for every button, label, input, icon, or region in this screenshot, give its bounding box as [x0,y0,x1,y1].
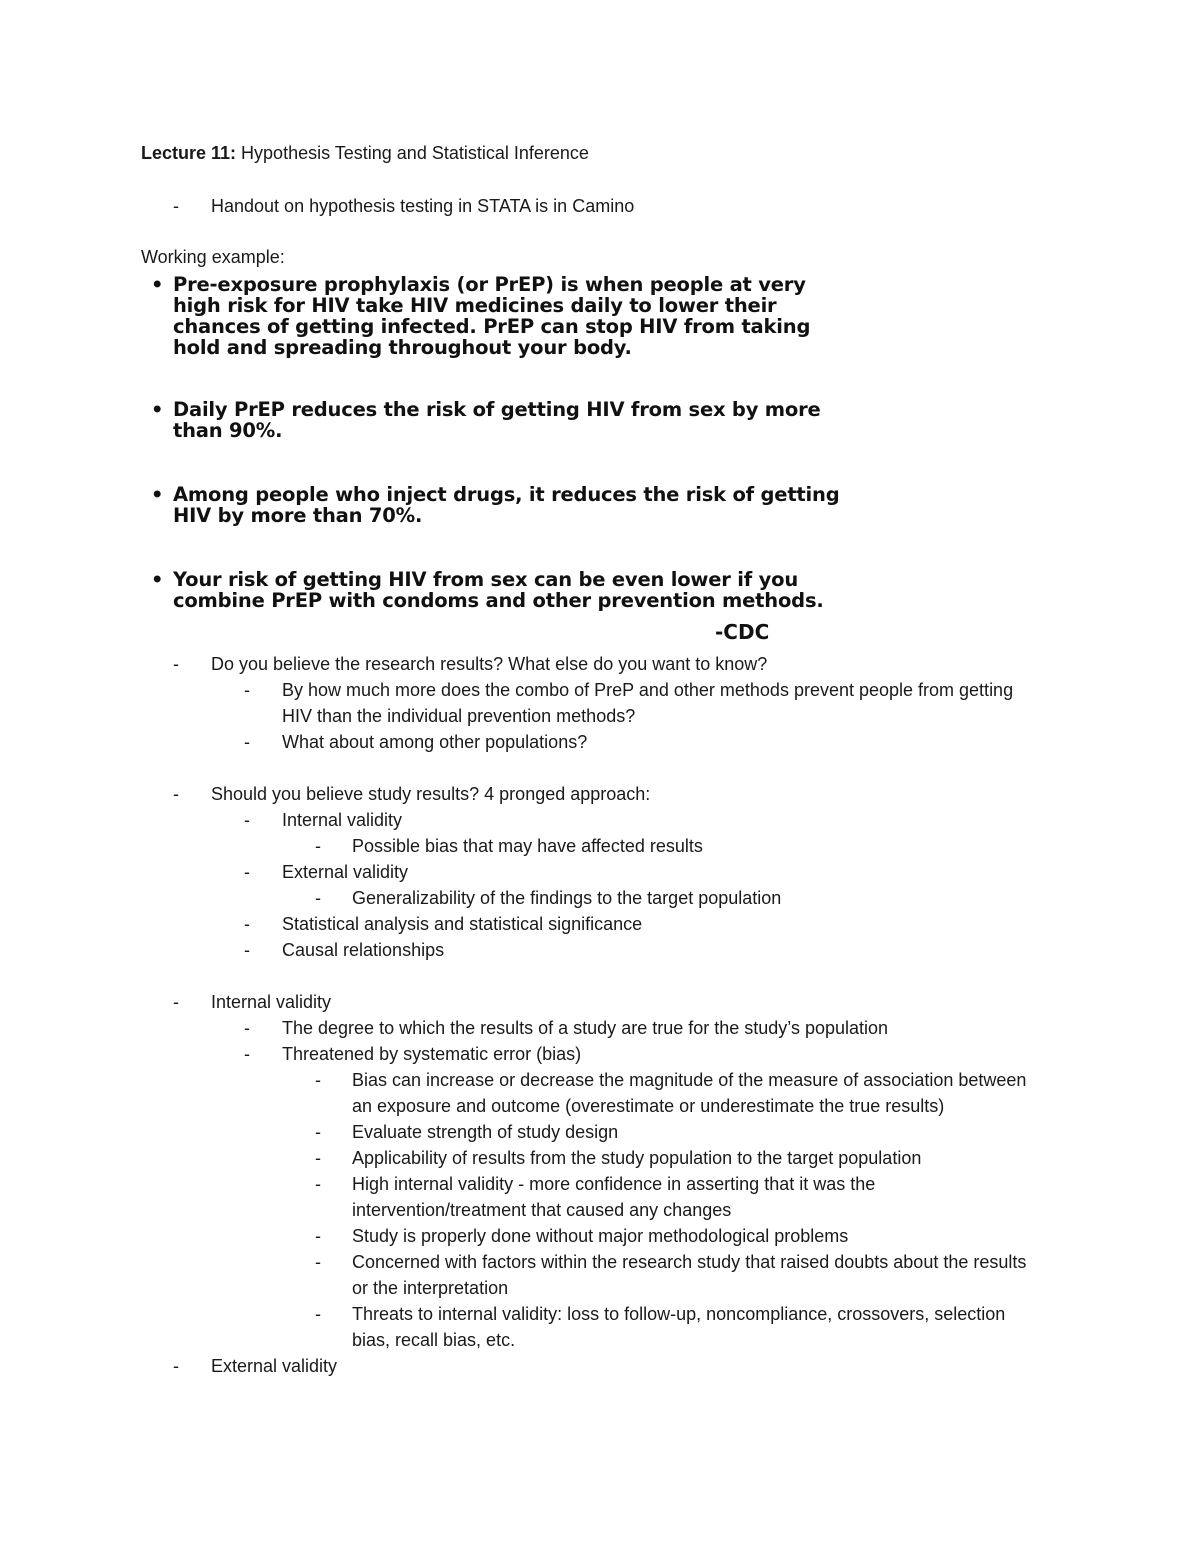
outline-item-text: External validity [282,862,409,882]
dash-bullet: - [244,862,250,882]
outline-item-text: Internal validity [282,810,403,830]
dash-bullet: - [244,732,250,752]
slide-bullet-text: Among people who inject drugs, it reduces the risk of getting HIV by more than 70%. [173,483,840,527]
outline-item [141,1171,1041,1223]
slide-source: -CDC [715,620,770,644]
outline-item-text: Internal validity [211,992,332,1012]
outline-item-text: Causal relationships [282,940,445,960]
dash-bullet: - [173,784,179,804]
blank-line [141,963,1041,989]
slide-bullet-text: Daily PrEP reduces the risk of getting HIV from sex by more than 90%. [173,398,821,442]
bullet-dot: • [151,398,164,421]
outline-item-text: Threats to internal validity: loss to follow-up, noncompliance, crossovers, selection bias, recall bias, etc. [352,1304,1006,1350]
dash-bullet: - [315,1252,321,1272]
dash-bullet: - [315,1122,321,1142]
slide-bullet-text: Your risk of getting HIV from sex can be even lower if you combine PrEP with condoms and other prevention methods. [173,568,824,612]
dash-bullet: - [244,914,250,934]
dash-bullet: - [244,940,250,960]
title-topic: Hypothesis Testing and Statistical Inference [236,143,589,163]
dash-bullet: - [315,1070,321,1090]
dash-bullet: - [315,1304,321,1324]
outline-item-text: By how much more does the combo of PreP and other methods prevent people from getting HIV than the individual prevention methods? [282,680,1014,726]
dash-bullet: - [315,836,321,856]
outline-item [141,859,1041,885]
dash-bullet: - [315,1174,321,1194]
outline-item [141,807,1041,833]
blank-line [141,755,1041,781]
slide-bullet [145,274,853,358]
dash-bullet: - [173,992,179,1012]
outline-item-text: Statistical analysis and statistical significance [282,914,643,934]
slide-bullet [145,484,853,526]
dash-bullet: - [173,654,179,674]
bullet-dot: • [151,273,164,296]
outline-item-text: Threatened by systematic error (bias) [282,1044,582,1064]
slide-bullet-text: Pre-exposure prophylaxis (or PrEP) is when people at very high risk for HIV take HIV medicines daily to lower their chances of getting infected. PrEP can stop HIV from taking hold and spreading throughout your body. [173,273,811,359]
outline-item-text: Evaluate strength of study design [352,1122,619,1142]
outline-item-text: Should you believe study results? 4 pronged approach: [211,784,651,804]
outline-item [141,781,1041,807]
outline-item [141,911,1041,937]
outline-item-text: Applicability of results from the study population to the target population [352,1148,922,1168]
outline-item [141,885,1041,911]
dash-bullet: - [244,1018,250,1038]
outline-item [141,1067,1041,1119]
outline-item [141,1041,1041,1067]
outline-item [141,729,1041,755]
dash-bullet: - [315,1226,321,1246]
handout-text: Handout on hypothesis testing in STATA is in Camino [211,196,635,216]
outline-item-text: External validity [211,1356,338,1376]
outline-item-text: Possible bias that may have affected results [352,836,703,856]
page-title [141,141,589,165]
outline-item [141,677,1041,729]
dash-bullet: - [173,196,179,216]
outline-item-text: What about among other populations? [282,732,588,752]
outline-item-text: Do you believe the research results? What else do you want to know? [211,654,768,674]
outline-list [141,651,1041,1379]
slide-bullet [145,569,853,611]
outline-item [141,1223,1041,1249]
working-example-label: Working example: [141,247,285,267]
outline-item [141,833,1041,859]
bullet-dot: • [151,568,164,591]
outline-item [141,1015,1041,1041]
outline-item-text: Study is properly done without major methodological problems [352,1226,849,1246]
dash-bullet: - [173,1356,179,1376]
dash-bullet: - [244,810,250,830]
dash-bullet: - [244,680,250,700]
outline-item-text: Bias can increase or decrease the magnitude of the measure of association between an exposure and outcome (overestimate or underestimate the true results) [352,1070,1027,1116]
outline-item-text: The degree to which the results of a study are true for the study’s population [282,1018,889,1038]
outline-item [141,1353,1041,1379]
outline-item [141,1249,1041,1301]
outline-item [141,937,1041,963]
handout-note [141,193,634,219]
dash-bullet: - [315,888,321,908]
outline-item-text: Generalizability of the findings to the target population [352,888,782,908]
outline-item [141,651,1041,677]
slide-bullet [145,399,853,441]
outline-item-text: High internal validity - more confidence in asserting that it was the intervention/treatment that caused any changes [352,1174,876,1220]
outline-item [141,1119,1041,1145]
bullet-dot: • [151,483,164,506]
dash-bullet: - [244,1044,250,1064]
title-lecture-number: Lecture 11: [141,143,237,163]
outline-item [141,989,1041,1015]
dash-bullet: - [315,1148,321,1168]
outline-item [141,1145,1041,1171]
outline-item-text: Concerned with factors within the research study that raised doubts about the results or the interpretation [352,1252,1027,1298]
outline-item [141,1301,1041,1353]
cdc-slide-image [145,268,840,648]
